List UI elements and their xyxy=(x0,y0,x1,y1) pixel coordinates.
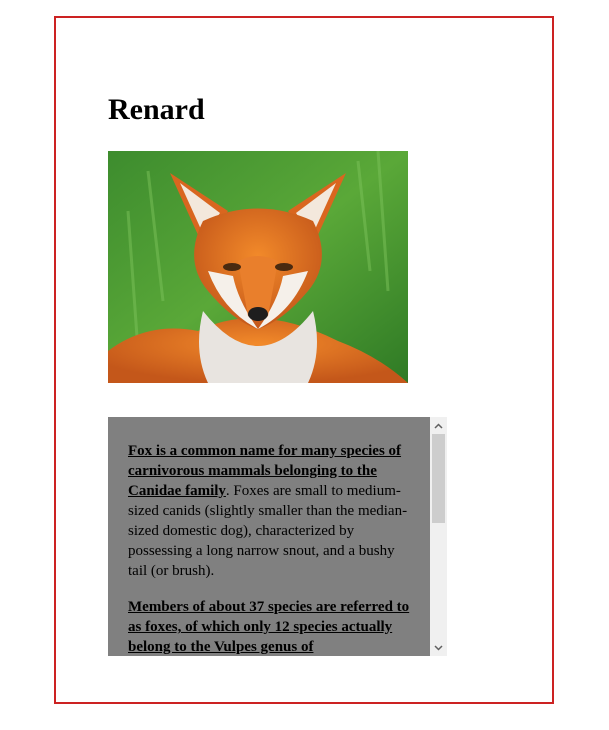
paragraph-1-rest: . Foxes are small to medium-sized canids (slightly smaller than the median-sized domestic dog), characterized by possessing a long narrow snout, and a bushy tail (or brush). xyxy=(128,483,408,579)
article-paragraph-1 xyxy=(128,441,414,581)
chevron-down-icon xyxy=(434,645,443,651)
page-title: Renard xyxy=(108,93,205,126)
content-frame xyxy=(54,16,554,704)
scrollbar-thumb[interactable] xyxy=(432,434,445,523)
vertical-scrollbar[interactable] xyxy=(430,417,447,656)
paragraph-1-lead: Fox is a common name for many species of carnivorous mammals belonging to the Canidae family xyxy=(128,443,402,499)
paragraph-2-lead: Members of about 37 species are referred to as foxes, of which only 12 species actually belong to the Vulpes genus of xyxy=(128,599,410,655)
chevron-up-icon xyxy=(434,423,443,429)
scroll-down-button[interactable] xyxy=(430,639,447,656)
article-paragraph-2 xyxy=(128,597,414,656)
fox-image xyxy=(108,151,408,383)
scroll-up-button[interactable] xyxy=(430,417,447,434)
article-scrollbox[interactable] xyxy=(108,417,447,656)
article-text xyxy=(128,441,414,656)
